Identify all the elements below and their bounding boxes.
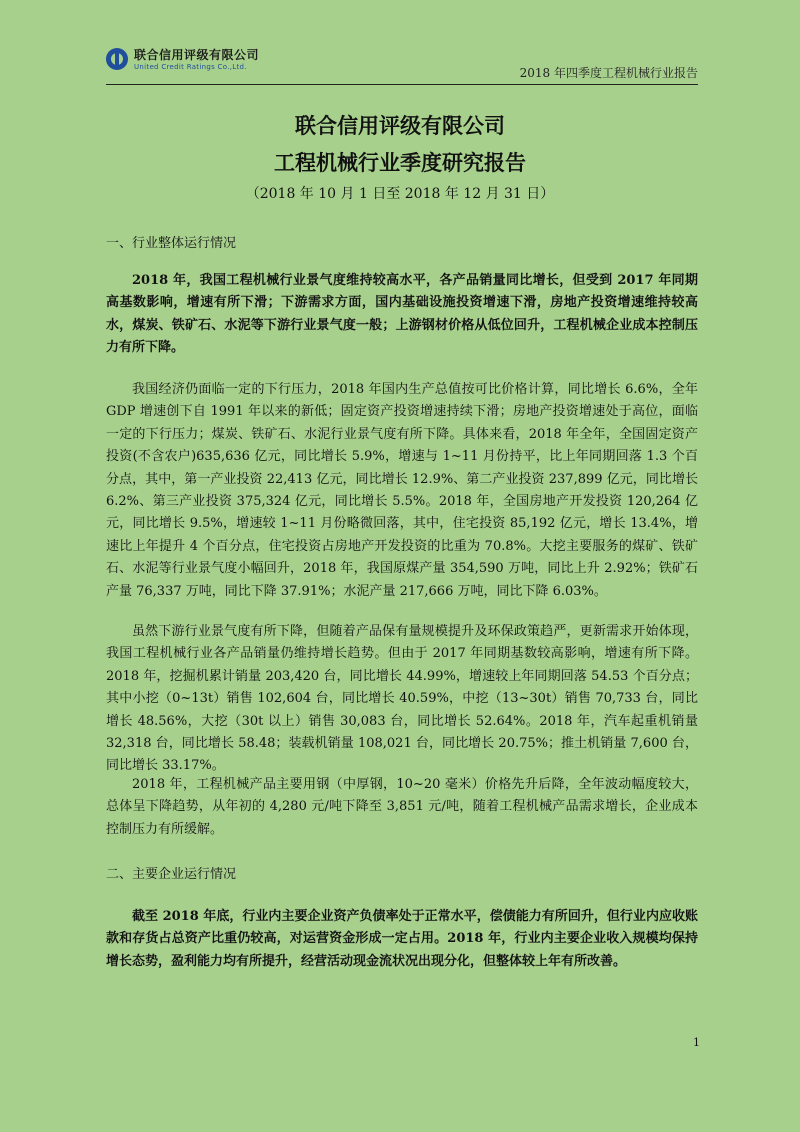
logo-text-cn: 联合信用评级有限公司 [134, 48, 260, 62]
header-report-title: 2018 年四季度工程机械行业报告 [519, 66, 698, 80]
logo-text-en: United Credit Ratings Co.,Ltd. [134, 63, 247, 71]
page-number: 1 [693, 1036, 700, 1049]
doc-period: （2018 年 10 月 1 日至 2018 年 12 月 31 日） [245, 186, 555, 202]
company-logo [106, 46, 259, 71]
section-heading-2: 二、主要企业运行情况 [106, 867, 237, 882]
section-heading-1: 一、行业整体运行情况 [106, 236, 237, 251]
section1-paragraph-4: 2018 年，工程机械产品主要用钢（中厚钢，10~20 毫米）价格先升后降，全年波动幅度较大，总体呈下降趋势，从年初的 4,280 元/吨下降至 3,851 元/吨，随着工程机械产品需求增长，企业成本控制压力有所缓解。 [106, 777, 698, 837]
doc-title-company: 联合信用评级有限公司 [295, 113, 505, 138]
page-header [106, 44, 698, 85]
section1-paragraph-3: 虽然下游行业景气度有所下降，但随着产品保有量规模提升及环保政策趋严，更新需求开始体现，我国工程机械行业各产品销量仍维持增长趋势。但由于 2017 年同期基数较高影响，增速有所下降。2018 年，挖掘机累计销量 203,420 台，同比增长 44.99%，增速较上年同期回落 54.53 个百分点；其中小挖（0~13t）销售 102,604 台，同比增长 40.59%，中挖（13~30t）销售 70,733 台，同比增长 48.56%，大挖（30t 以上）销售 30,083 台，同比增长 52.64%。2018 年，汽车起重机销量 32,318 台，同比增长 58.48；装载机销量 108,021 台，同比增长 20.75%；推土机销量 7,600 台，同比增长 33.17%。 [106, 624, 698, 774]
section1-paragraph-2: 我国经济仍面临一定的下行压力，2018 年国内生产总值按可比价格计算，同比增长 6.6%，全年 GDP 增速创下自 1991 年以来的新低；固定资产投资增速持续下滑；房地产投资增速处于高位，面临一定的下行压力；煤炭、铁矿石、水泥行业景气度有所下降。具体来看，2018 年全年，全国固定资产投资(不含农户)635,636 亿元，同比增长 5.9%，增速与 1~11 月份持平，比上年同期回落 1.3 个百分点，其中，第一产业投资 22,413 亿元，同比增长 12.9%、第二产业投资 237,899 亿元，同比增长 6.2%、第三产业投资 375,324 亿元，同比增长 5.5%。2018 年，全国房地产开发投资 120,264 亿元，同比增长 9.5%，增速较 1~11 月份略微回落，其中，住宅投资 85,192 亿元，增长 13.4%，增速比上年提升 4 个百分点，住宅投资占房地产开发投资的比重为 70.8%。大挖主要服务的煤矿、铁矿石、水泥等行业景气度小幅回升，2018 年，我国原煤产量 354,590 万吨，同比上升 2.92%；铁矿石产量 76,337 万吨，同比下降 37.91%；水泥产量 217,666 万吨，同比下降 6.03%。 [106, 382, 698, 599]
section2-summary: 截至 2018 年底，行业内主要企业资产负债率处于正常水平，偿债能力有所回升，但行业内应收账款和存货占总资产比重仍较高，对运营资金形成一定占用。2018 年，行业内主要企业收入规模均保持增长态势，盈利能力均有所提升，经营活动现金流状况出现分化，但整体较上年有所改善。 [106, 909, 698, 969]
section1-summary: 2018 年，我国工程机械行业景气度维持较高水平，各产品销量同比增长，但受到 2017 年同期高基数影响，增速有所下滑；下游需求方面，国内基础设施投资增速下滑，房地产投资增速维持较高水，煤炭、铁矿石、水泥等下游行业景气度一般；上游钢材价格从低位回升，工程机械企业成本控制压力有所下降。 [106, 273, 698, 356]
ucr-logo-icon [106, 48, 128, 70]
doc-title-report: 工程机械行业季度研究报告 [274, 150, 526, 175]
